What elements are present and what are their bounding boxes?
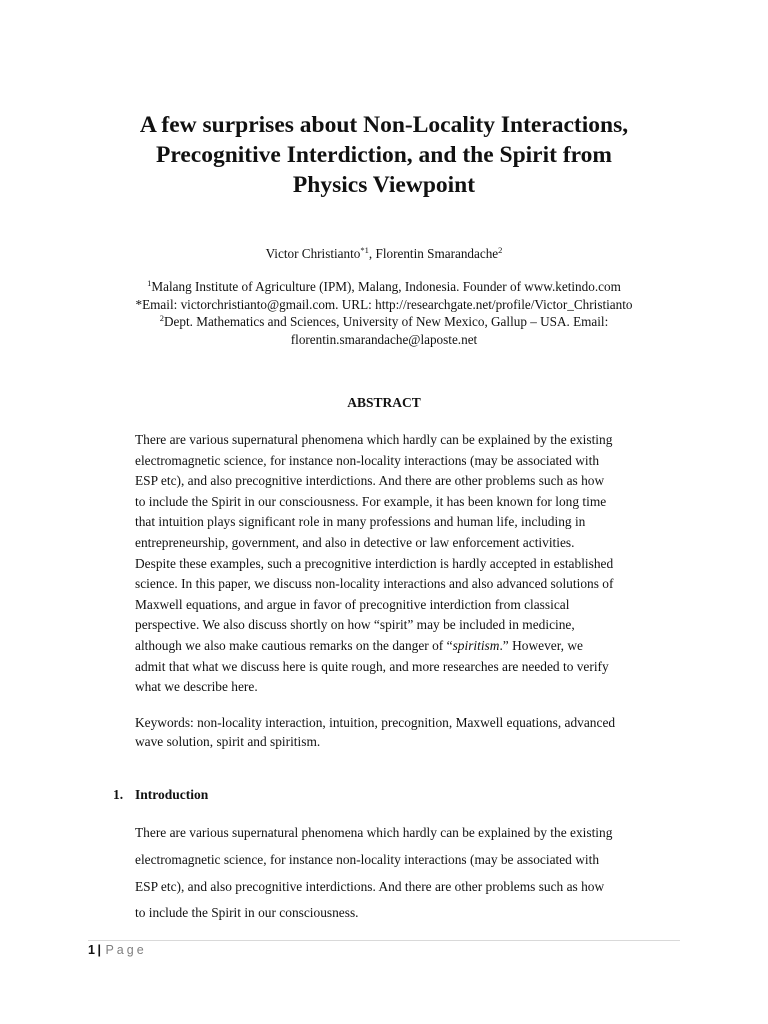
abstract-line (135, 636, 680, 657)
affiliation-text: Malang Institute of Agriculture (IPM), Malang, Indonesia. Founder of www.ketindo.com (151, 279, 621, 294)
author-name: Florentin Smarandache (375, 246, 499, 261)
page-label: Page (105, 943, 147, 957)
page-footer (88, 943, 147, 957)
keywords-line: Keywords: non-locality interaction, intuition, precognition, Maxwell equations, advanced (135, 715, 616, 730)
author-name: Victor Christianto (265, 246, 361, 261)
email-line: florentin.smarandache@laposte.net (290, 331, 478, 347)
abstract-text: .” However, we (499, 637, 583, 653)
abstract-line: admit that what we discuss here is quite rough, and more researches are needed to verify (135, 658, 609, 674)
affiliations (80, 278, 688, 348)
section-heading (113, 787, 208, 803)
keywords (135, 714, 680, 751)
email-line: *Email: victorchristianto@gmail.com. URL: http://researchgate.net/profile/Victor_Christianto (135, 296, 633, 312)
body-line: ESP etc), and also precognitive interdictions. And there are other problems such as how (135, 878, 605, 894)
body-line: to include the Spirit in our consciousness. (135, 905, 359, 921)
title-line: Precognitive Interdiction, and the Spirit from (155, 142, 613, 168)
section-title: Introduction (135, 787, 209, 802)
author-mark: *1 (360, 245, 369, 255)
footer-bar: | (97, 943, 102, 957)
abstract-line: Maxwell equations, and argue in favor of precognitive interdiction from classical (135, 596, 570, 612)
body-line: There are various supernatural phenomena which hardly can be explained by the existing (135, 825, 613, 840)
abstract-heading: ABSTRACT (347, 395, 421, 410)
abstract-line: science. In this paper, we discuss non-locality interactions and also advanced solutions of (135, 576, 614, 592)
footer-divider (88, 940, 680, 941)
title-line: Physics Viewpoint (292, 172, 476, 198)
italic-term: spiritism (452, 637, 500, 653)
page-number: 1 (88, 943, 96, 957)
affiliation-line (80, 313, 688, 331)
paper-title (80, 110, 688, 200)
body-line: electromagnetic science, for instance non-locality interactions (may be associated with (135, 851, 600, 867)
affiliation-text: Dept. Mathematics and Sciences, University of New Mexico, Gallup – USA. Email: (164, 314, 609, 329)
title-line: A few surprises about Non-Locality Interactions, (139, 112, 629, 138)
keywords-line: wave solution, spirit and spiritism. (135, 733, 321, 749)
affiliation-mark: 1 (147, 278, 152, 288)
abstract-line: There are various supernatural phenomena which hardly can be explained by the existing (135, 432, 613, 447)
author-separator: , (368, 246, 376, 261)
abstract-line: what we describe here. (135, 679, 258, 695)
abstract-line: entrepreneurship, government, and also in detective or law enforcement activities. (135, 534, 575, 550)
introduction-body (135, 820, 680, 927)
abstract-line: Despite these examples, such a precognitive interdiction is hardly accepted in established (135, 555, 614, 571)
abstract-line: ESP etc), and also precognitive interdictions. And there are other problems such as how (135, 473, 605, 489)
abstract-line: that intuition plays significant role in many professions and human life, including in (135, 514, 586, 530)
author-mark: 2 (498, 245, 503, 255)
abstract-body (135, 430, 680, 698)
author-list (80, 245, 688, 263)
abstract-line: to include the Spirit in our consciousness. For example, it has been known for long time (135, 493, 607, 509)
abstract-text: although we also make cautious remarks on the danger of “ (135, 637, 453, 653)
affiliation-line (80, 278, 688, 296)
abstract-line: electromagnetic science, for instance non-locality interactions (may be associated with (135, 452, 600, 468)
affiliation-mark: 2 (159, 313, 164, 323)
section-number: 1. (113, 787, 124, 802)
abstract-line: perspective. We also discuss shortly on how “spirit” may be included in medicine, (135, 617, 575, 633)
